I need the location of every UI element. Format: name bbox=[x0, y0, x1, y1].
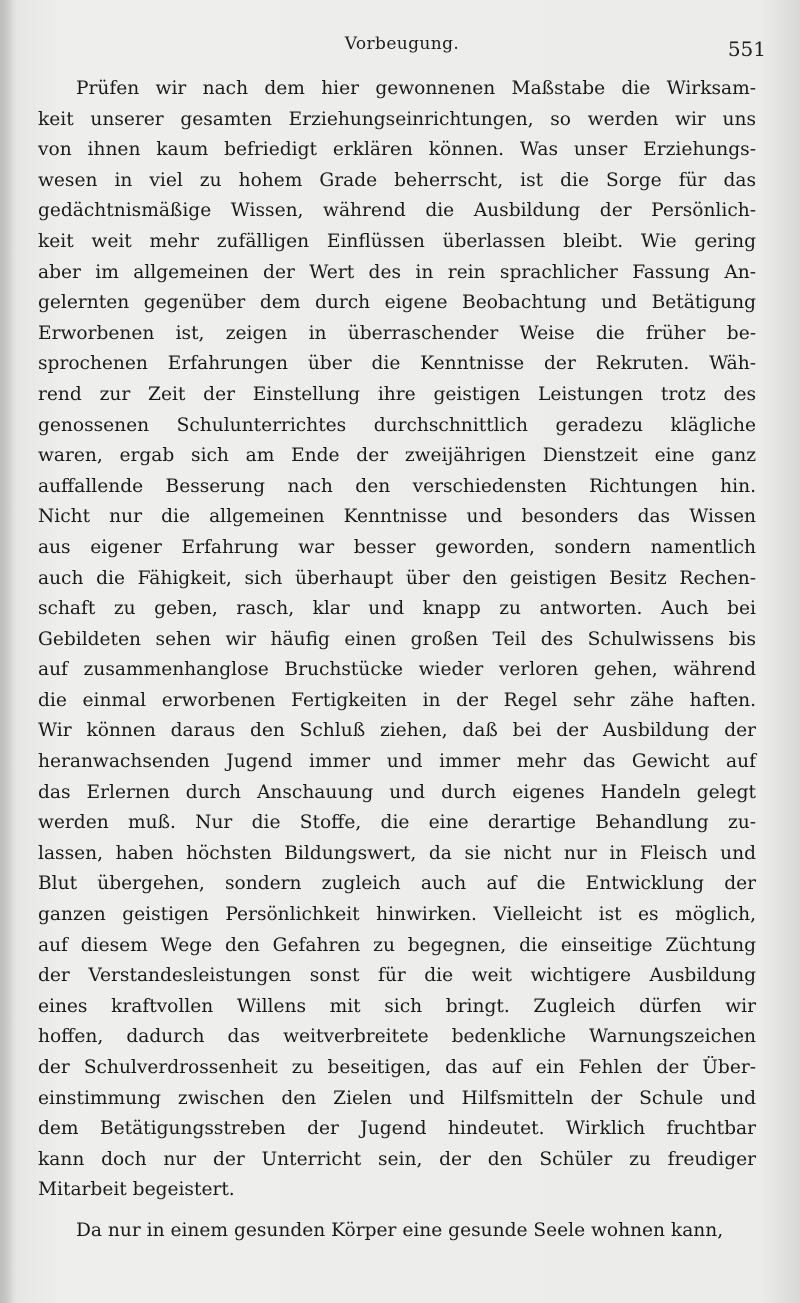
text-line: der Schulverdrossenheit zu beseitigen, das auf ein Fehlen der Über- bbox=[38, 1057, 756, 1078]
text-line: aus eigener Erfahrung war besser geworden, sondern namentlich bbox=[38, 536, 756, 558]
running-head: Vorbeugung. bbox=[344, 34, 460, 54]
text-line: keit unserer gesamten Erziehungseinrichtungen, so werden wir uns bbox=[38, 108, 756, 130]
text-line: genossenen Schulunterrichtes durchschnittlich geradezu klägliche bbox=[38, 414, 756, 436]
text-line: einstimmung zwischen den Zielen und Hilfsmitteln der Schule und bbox=[38, 1087, 756, 1109]
text-line: gedächtnismäßige Wissen, während die Ausbildung der Persönlich- bbox=[38, 200, 756, 222]
paragraph bbox=[38, 1216, 756, 1247]
text-line: der Verstandesleistungen sonst für die weit wichtigere Ausbildung bbox=[38, 965, 756, 987]
text-line: rend zur Zeit der Einstellung ihre geistigen Leistungen trotz des bbox=[38, 383, 756, 405]
text-line: Gebildeten sehen wir häufig einen großen Teil des Schulwissens bis bbox=[38, 628, 756, 650]
text-line: die einmal erworbenen Fertigkeiten in der Regel sehr zähe haften. bbox=[38, 689, 756, 711]
page-number: 551 bbox=[727, 37, 766, 61]
text-line: sprochenen Erfahrungen über die Kenntnisse der Rekruten. Wäh- bbox=[38, 353, 756, 375]
text-line: dem Betätigungsstreben der Jugend hindeutet. Wirklich fruchtbar bbox=[38, 1118, 756, 1140]
text-line: Nicht nur die allgemeinen Kenntnisse und besonders das Wissen bbox=[38, 506, 756, 528]
page-header bbox=[38, 30, 766, 64]
text-line: Blut übergehen, sondern zugleich auch auf die Entwicklung der bbox=[38, 873, 756, 895]
text-line: auf diesem Wege den Gefahren zu begegnen, die einseitige Züchtung bbox=[38, 934, 756, 956]
text-line: auffallende Besserung nach den verschiedensten Richtungen hin. bbox=[38, 475, 756, 497]
text-line: Mitarbeit begeistert. bbox=[38, 1179, 235, 1201]
text-line: von ihnen kaum befriedigt erklären können. Was unser Erziehungs- bbox=[38, 139, 756, 161]
text-line: das Erlernen durch Anschauung und durch eigenes Handeln gelegt bbox=[38, 781, 756, 803]
text-line: auch die Fähigkeit, sich überhaupt über den geistigen Besitz Rechen- bbox=[38, 567, 756, 589]
text-line: schaft zu geben, rasch, klar und knapp zu antworten. Auch bei bbox=[38, 598, 756, 620]
text-line: Erworbenen ist, zeigen in überraschender Weise die früher be- bbox=[38, 322, 756, 344]
body-text bbox=[38, 74, 756, 1247]
text-line: keit weit mehr zufälligen Einflüssen überlassen bleibt. Wie gering bbox=[38, 230, 756, 252]
text-line: Wir können daraus den Schluß ziehen, daß bei der Ausbildung der bbox=[38, 720, 756, 742]
text-line: gelernten gegenüber dem durch eigene Beobachtung und Betätigung bbox=[38, 292, 756, 314]
paragraph bbox=[38, 74, 756, 1206]
text-line: werden muß. Nur die Stoffe, die eine derartige Behandlung zu- bbox=[38, 812, 756, 834]
text-line: hoffen, dadurch das weitverbreitete bedenkliche Warnungszeichen bbox=[38, 1026, 756, 1048]
text-line: Prüfen wir nach dem hier gewonnenen Maßstabe die Wirksam- bbox=[76, 78, 756, 99]
text-line: lassen, haben höchsten Bildungswert, da sie nicht nur in Fleisch und bbox=[38, 842, 756, 864]
text-line: Da nur in einem gesunden Körper eine gesunde Seele wohnen kann, bbox=[76, 1219, 724, 1241]
text-line: heranwachsenden Jugend immer und immer mehr das Gewicht auf bbox=[38, 751, 756, 773]
text-line: wesen in viel zu hohem Grade beherrscht, ist die Sorge für das bbox=[38, 169, 756, 191]
text-line: waren, ergab sich am Ende der zweijährigen Dienstzeit eine ganz bbox=[38, 445, 756, 467]
text-line: auf zusammenhanglose Bruchstücke wieder verloren gehen, während bbox=[38, 659, 756, 681]
text-line: kann doch nur der Unterricht sein, der den Schüler zu freudiger bbox=[38, 1148, 756, 1170]
text-line: aber im allgemeinen der Wert des in rein sprachlicher Fassung An- bbox=[38, 261, 756, 283]
text-line: ganzen geistigen Persönlichkeit hinwirken. Vielleicht ist es möglich, bbox=[38, 904, 756, 926]
text-line: eines kraftvollen Willens mit sich bringt. Zugleich dürfen wir bbox=[38, 995, 756, 1017]
